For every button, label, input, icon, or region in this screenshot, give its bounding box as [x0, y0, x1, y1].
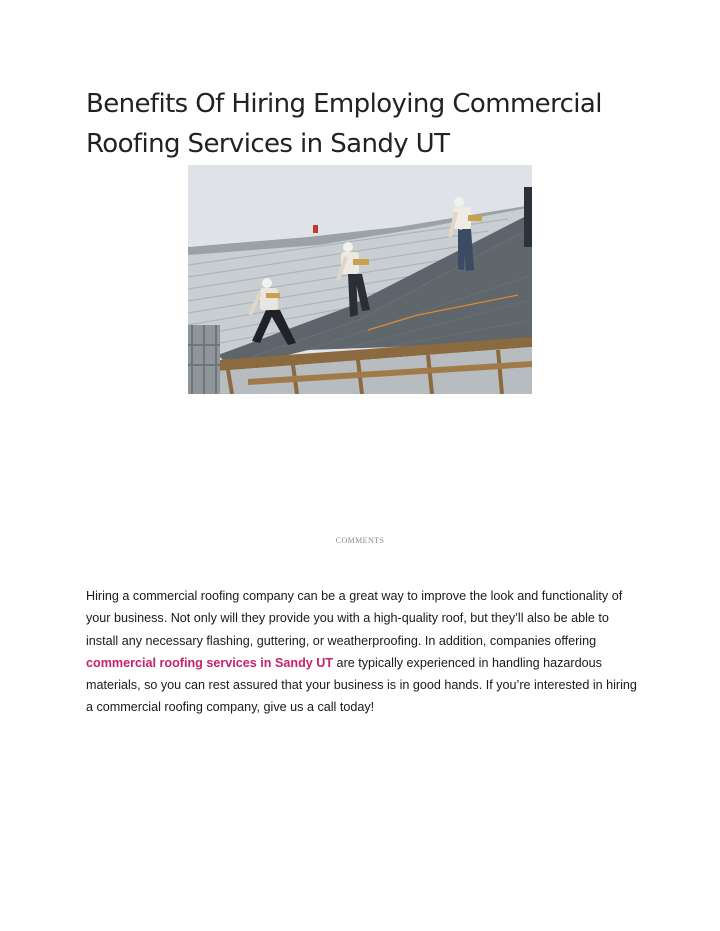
paragraph-text-after-link: are typically experienced in handling hazardous materials, so you can rest assured that your business is in good hands. If you’re interested in hiring a commercial roofing company, give us a call today!: [86, 655, 637, 715]
roofers-photo: [188, 165, 532, 394]
paragraph-text-before-link: Hiring a commercial roofing company can be a great way to improve the look and functionality of your business. Not only will they provide you with a high-quality roof, but they’ll also be able to install any necessary flashing, guttering, or weatherproofing. In addition, companies offering: [86, 589, 623, 648]
commercial-roofing-link[interactable]: commercial roofing services in Sandy UT: [86, 655, 334, 670]
article-paragraph: [86, 585, 642, 719]
comments-label: COMMENTS: [335, 536, 385, 545]
page-title: Benefits Of Hiring Employing Commercial Roofing Services in Sandy UT: [86, 89, 602, 159]
